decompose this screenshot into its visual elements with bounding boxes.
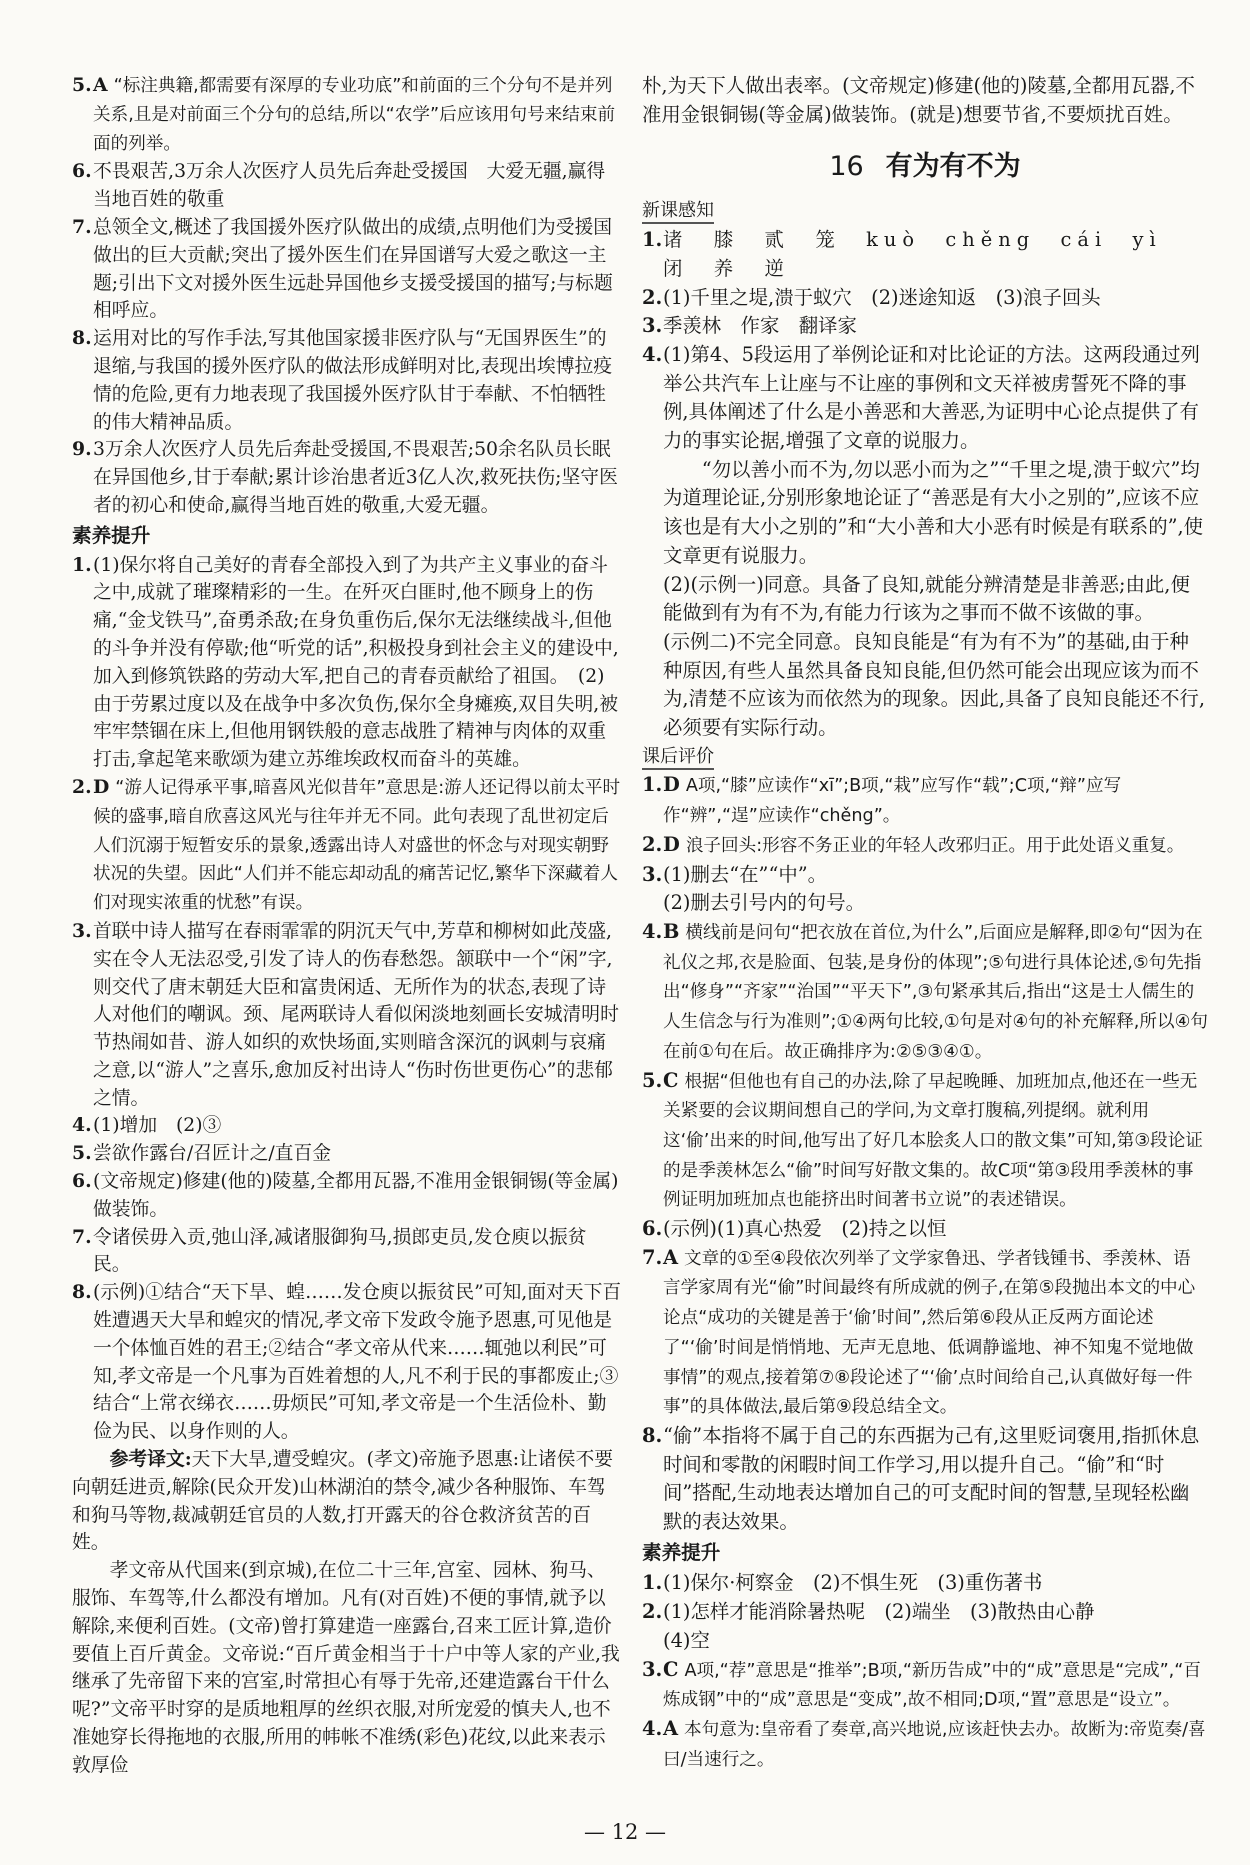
page-number: — 12 — bbox=[583, 1820, 667, 1844]
lesson-title bbox=[642, 147, 1208, 187]
translation-continuation: 朴,为天下人做出表率。(文帝规定)修建(他的)陵墓,全都用瓦器,不准用金银铜锡(等金属)做装饰。(就是)想要节省,不要烦扰百姓。 bbox=[642, 74, 1195, 126]
item-number: 3. bbox=[72, 919, 92, 942]
item-number: 6. bbox=[642, 1217, 663, 1241]
answer-item bbox=[72, 552, 622, 774]
explanation-text: “游人记得承平事,暗喜风光似昔年”意思是:游人还记得以前太平时候的盛事,暗自欣喜这风光与往年并无不同。此句表现了乱世初定后人们沉溺于短暂安乐的景象,透露出诗人对盛世的怀念与对现实朝野状况的失望。因此“人们并不能忘却动乱的痛苦记忆,繁华下深藏着人们对现实浓重的忧愁”有误。 bbox=[93, 777, 621, 914]
answer-item bbox=[642, 1244, 1208, 1422]
item-number: 2. bbox=[642, 285, 663, 309]
answer-list bbox=[642, 226, 1208, 456]
answer-text: 运用对比的写作手法,写其他国家援非医疗队与“无国界医生”的退缩,与我国的援外医疗队的做法形成鲜明对比,表现出埃博拉疫情的危险,更有力地表现了我国援外医疗队甘于奉献、不怕牺牲的伟大精神品质。 bbox=[93, 328, 613, 433]
answer-choice: D bbox=[93, 775, 110, 798]
item-number: 5. bbox=[72, 74, 92, 96]
answer-item bbox=[642, 831, 1208, 861]
item-number: 3. bbox=[642, 314, 663, 338]
lesson-name: 有为有不为 bbox=[885, 151, 1021, 183]
item-number: 4. bbox=[642, 919, 663, 943]
answer-text: (文帝规定)修建(他的)陵墓,全都用瓦器,不准用金银铜锡(等金属)做装饰。 bbox=[93, 1171, 619, 1220]
item-number: 7. bbox=[642, 1245, 663, 1269]
answer-item bbox=[642, 918, 1208, 1067]
section-heading-new: 新课感知 bbox=[642, 197, 1208, 226]
answer-choice: D bbox=[663, 832, 680, 856]
answer-item bbox=[642, 1627, 1208, 1656]
answer-text: 首联中诗人描写在春雨霏霏的阴沉天气中,芳草和柳树如此茂盛,实在令人无法忍受,引发了诗人的伤春愁怨。颔联中一个“闲”字,则交代了唐末朝廷大臣和富贵闲适、无所作为的状态,表现了诗人对他们的嘲讽。颈、尾两联诗人看似闲淡地刻画长安城清明时节热闹如昔、游人如织的欢快场面,实则暗含深沉的讽刺与哀痛之意,以“游人”之喜乐,愈加反衬出诗人“伤时伤世更伤心”的悲郁之情。 bbox=[93, 920, 619, 1109]
answer-paragraph: “勿以善小而不为,勿以恶小而为之”“千里之堤,溃于蚁穴”均为道理论证,分别形象地论证了“善恶是有大小之别的”,应该不应该也是有大小之别的”和“大小善和大小恶有时候是有联系的”,使文章更有说服力。 bbox=[663, 457, 1204, 567]
answer-choice: A bbox=[93, 74, 108, 96]
item-number: 6. bbox=[72, 1170, 92, 1193]
item-number: 5. bbox=[72, 1142, 92, 1165]
answer-item bbox=[642, 1656, 1208, 1715]
answer-text: (1)第4、5段运用了举例论证和对比论证的方法。这两段通过列举公共汽车上让座与不让座的事例和文天祥被虏誓死不降的事例,具体阐述了什么是小善恶和大善恶,为证明中心论点提供了有力的事实论据,增强了文章的说服力。 bbox=[663, 342, 1200, 453]
answer-item bbox=[72, 1168, 622, 1224]
answer-text: 3万余人次医疗人员先后奔赴受援国,不畏艰苦;50余名队员长眠在异国他乡,甘于奉献;累计诊治患者近3亿人次,救死扶伤;坚守医者的初心和使命,赢得当地百姓的敬重,大爱无疆。 bbox=[93, 439, 618, 516]
answer-item bbox=[642, 889, 1208, 918]
answer-choice: A bbox=[663, 1716, 679, 1740]
reference-text: 天下大旱,遭受蝗灾。(孝文)帝施予恩惠:让诸侯不要向朝廷进贡,解除(民众开发)山林湖泊的禁令,减少各种服饰、车驾和狗马等物,裁减朝廷官员的人数,打开露天的谷仓救济贫苦的百姓。 bbox=[72, 1449, 614, 1554]
item-number: 2. bbox=[642, 1600, 663, 1624]
answer-text: (1)增加 (2)③ bbox=[93, 1115, 222, 1137]
answer-item bbox=[72, 325, 622, 436]
right-column bbox=[642, 72, 1208, 1774]
item-number: 7. bbox=[72, 1225, 92, 1248]
section-heading-quality: 素养提升 bbox=[642, 1540, 721, 1564]
answer-list bbox=[72, 552, 622, 1447]
answer-list bbox=[72, 72, 622, 520]
answer-item bbox=[642, 284, 1208, 313]
item-number: 6. bbox=[72, 160, 92, 183]
answer-text: (示例)①结合“天下旱、蝗……发仓庾以振贫民”可知,面对天下百姓遭遇天大旱和蝗灾的情况,孝文帝下发政令施予恩惠,可见他是一个体恤百姓的君王;②结合“孝文帝从代来……辄弛以利民”可知,孝文帝是一个凡事为百姓着想的人,凡不利于民的事都废止;③结合“上常衣绨衣……毋烦民”可知,孝文帝是一个生活俭朴、勤俭为民、以身作则的人。 bbox=[93, 1282, 622, 1443]
answer-item bbox=[642, 1215, 1208, 1244]
item-number: 3. bbox=[642, 862, 663, 886]
explanation-text: “标注典籍,都需要有深厚的专业功底”和前面的三个分句不是并列关系,且是对前面三个分句的总结,所以“农学”后应该用句号来结束前面的列举。 bbox=[93, 76, 616, 154]
item-number: 4. bbox=[642, 342, 663, 366]
answer-text: 总领全文,概述了我国援外医疗队做出的成绩,点明他们为受援国做出的巨大贡献;突出了援外医生们在异国谱写大爱之歌这一主题;引出下文对援外医生远赴异国他乡支援受援国的描写;与标题相呼应。 bbox=[93, 216, 613, 322]
answer-text: (1)怎样才能消除暑热呢 (2)端坐 (3)散热由心静 bbox=[663, 1600, 1095, 1624]
answer-item bbox=[72, 214, 622, 325]
answer-item bbox=[72, 774, 622, 918]
explanation-text: 浪子回头:形容不务正业的年轻人改邪归正。用于此处语义重复。 bbox=[685, 835, 1185, 856]
answer-item bbox=[642, 312, 1208, 341]
item-number: 4. bbox=[72, 1114, 92, 1137]
answer-item bbox=[72, 72, 622, 158]
item-number: 1. bbox=[642, 1571, 663, 1595]
answer-item bbox=[72, 1224, 622, 1280]
answer-text: 不畏艰苦,3万余人次医疗人员先后奔赴受援国 大爱无疆,赢得当地百姓的敬重 bbox=[93, 161, 606, 211]
answer-text: 尝欲作露台/召匠计之/直百金 bbox=[93, 1143, 332, 1165]
answer-text: (2)删去引号内的句号。 bbox=[663, 891, 865, 915]
answer-item bbox=[642, 1067, 1208, 1216]
answer-choice: A bbox=[663, 1245, 679, 1269]
item-number: 3. bbox=[642, 1657, 663, 1681]
answer-item bbox=[642, 1569, 1208, 1598]
answer-item bbox=[72, 918, 622, 1113]
explanation-text: A项,“膝”应读作“xī”;B项,“栽”应写作“载”;C项,“辩”应写作“辨”,“逞”应读作“chěng”。 bbox=[663, 776, 1122, 827]
answer-item bbox=[72, 158, 622, 214]
answer-text: (1)删去“在”“中”。 bbox=[663, 862, 828, 886]
item-number: 8. bbox=[72, 1281, 92, 1304]
answer-text: 令诸侯毋入贡,弛山泽,减诸服御狗马,损郎吏员,发仓庾以振贫民。 bbox=[93, 1226, 587, 1276]
answer-item bbox=[642, 1715, 1208, 1774]
answer-item bbox=[642, 226, 1208, 283]
answer-text: 季羡林 作家 翻译家 bbox=[663, 314, 857, 338]
answer-item bbox=[72, 436, 622, 519]
section-heading-quality: 素养提升 bbox=[72, 523, 151, 547]
answer-item bbox=[642, 771, 1208, 830]
answer-item bbox=[642, 341, 1208, 456]
answer-item bbox=[72, 1279, 622, 1446]
explanation-text: 文章的①至④段依次列举了文学家鲁迅、学者钱锺书、季羡林、语言学家周有光“偷”时间最终有所成就的例子,在第⑤段抛出本文的中心论点“成功的关键是善于‘偷’时间”,然后第⑥段从正反两方面论述了“‘偷’时间是悄悄地、无声无息地、低调静谧地、神不知鬼不觉地做事情”的观点,接着第⑦⑧段论述了“‘偷’点时间给自己,认真做好每一件事”的具体做法,最后第⑨段总结全文。 bbox=[663, 1248, 1196, 1418]
item-number: 2. bbox=[642, 832, 663, 856]
reference-translation bbox=[72, 1446, 622, 1557]
answer-text: “偷”本指将不属于自己的东西据为己有,这里贬词褒用,指抓休息时间和零散的闲暇时间工作学习,用以提升自己。“偷”和“时间”搭配,生动地表达增加自己的可支配时间的智慧,呈现轻松幽默的表达效果。 bbox=[663, 1423, 1200, 1534]
explanation-text: 横线前是问句“把衣放在首位,为什么”,后面应是解释,即②句“因为在礼仪之邦,衣是脸面、包装,是身份的体现”;⑤句进行具体论述,⑤句先指出“修身”“齐家”“治国”“平天下”,③句紧承其后,指出“这是士人儒生的人生信念与行为准则”;①④两句比较,①句是对④句的补充解释,所以④句在前①句在后。故正确排序为:②⑤③④①。 bbox=[663, 922, 1208, 1062]
item-number: 1. bbox=[72, 553, 92, 576]
item-number: 5. bbox=[642, 1068, 663, 1092]
item-number: 1. bbox=[642, 228, 663, 252]
section-heading-review: 课后评价 bbox=[642, 743, 1208, 772]
item-number: 2. bbox=[72, 775, 92, 798]
reference-label: 参考译文: bbox=[109, 1448, 192, 1471]
item-number: 9. bbox=[72, 438, 92, 461]
answer-item bbox=[642, 1598, 1208, 1627]
item-number: 1. bbox=[642, 773, 663, 797]
answer-text: (1)保尔·柯察金 (2)不惧生死 (3)重伤著书 bbox=[663, 1571, 1043, 1595]
answer-item bbox=[642, 861, 1208, 890]
answer-text: (4)空 bbox=[663, 1628, 710, 1652]
answer-text: (示例)(1)真心热爱 (2)持之以恒 bbox=[663, 1217, 947, 1241]
answer-list bbox=[642, 771, 1208, 1536]
answer-paragraph: (2)(示例一)同意。具备了良知,就能分辨清楚是非善恶;由此,便能做到有为有不为,有能力行该为之事而不做不该做的事。 bbox=[663, 572, 1190, 625]
answer-item bbox=[72, 1140, 622, 1168]
explanation-text: 本句意为:皇帝看了奏章,高兴地说,应该赶快去办。故断为:帝览奏/喜曰/当速行之。 bbox=[663, 1719, 1206, 1770]
answer-paragraph: (示例二)不完全同意。良知良能是“有为有不为”的基础,由于种种原因,有些人虽然具备良知良能,但仍然可能会出现应该为而不为,清楚不应该为而依然为的现象。因此,具备了良知良能还不行,必须要有实际行动。 bbox=[663, 629, 1206, 740]
left-column bbox=[72, 72, 622, 1780]
reference-translation-p2: 孝文帝从代国来(到京城),在位二十三年,宫室、园林、狗马、服饰、车驾等,什么都没有增加。凡有(对百姓)不便的事情,就予以解除,来便利百姓。(文帝)曾打算建造一座露台,召来工匠计算,造价要值上百斤黄金。文帝说:“百斤黄金相当于十户中等人家的产业,我继承了先帝留下来的宫室,时常担心有辱于先帝,还建造露台干什么呢?”文帝平时穿的是质地粗厚的丝织衣服,对所宠爱的慎夫人,也不准她穿长得拖地的衣服,所用的帏帐不准绣(彩色)花纹,以此来表示敦厚俭 bbox=[72, 1560, 620, 1776]
answer-item bbox=[72, 1112, 622, 1140]
answer-list bbox=[642, 1569, 1208, 1774]
answer-choice: C bbox=[663, 1068, 679, 1092]
item-number: 8. bbox=[642, 1423, 663, 1447]
answer-text: (1)保尔将自己美好的青春全部投入到了为共产主义事业的奋斗之中,成就了璀璨精彩的一生。在歼灭白匪时,他不顾身上的伤痛,“金戈铁马”,奋勇杀敌;在身负重伤后,保尔无法继续战斗,但他的斗争并没有停歇;他“听党的话”,积极投身到社会主义的建设中,加入到修筑铁路的劳动大军,把自己的青春贡献给了祖国。 (2)由于劳累过度以及在战争中多次负伤,保尔全身瘫痪,双目失明,被牢牢禁锢在床上,但他用钢铁般的意志战胜了精神与肉体的双重打击,拿起笔来歌颂为建立苏维埃政权而奋斗的英雄。 bbox=[93, 554, 619, 771]
answer-text: (1)千里之堤,溃于蚁穴 (2)迷途知返 (3)浪子回头 bbox=[663, 285, 1101, 309]
explanation-text: A项,“荐”意思是“推举”;B项,“新历告成”中的“成”意思是“完成”,“百炼成钢”中的“成”意思是“变成”,故不相同;D项,“置”意思是“设立”。 bbox=[663, 1660, 1201, 1711]
lesson-number: 16 bbox=[829, 151, 864, 183]
answer-choice: C bbox=[663, 1657, 679, 1681]
answer-item bbox=[642, 1422, 1208, 1537]
item-number: 8. bbox=[72, 327, 92, 350]
item-number: 7. bbox=[72, 215, 92, 238]
explanation-text: 根据“但他也有自己的办法,除了早起晚睡、加班加点,他还在一些无关紧要的会议期间想自己的学问,为文章打腹稿,列提纲。就利用这‘偷’出来的时间,他写出了好几本脍炙人口的散文集”可知,第③段论证的是季羡林怎么“偷”时间写好散文集的。故C项“第③段用季羡林的事例证明加班加点也能挤出时间著书立说”的表述错误。 bbox=[663, 1071, 1203, 1211]
answer-text: 诸 膝 贰 笼 kuò chěng cái yì 闭 养 逆 bbox=[663, 228, 1188, 280]
answer-choice: B bbox=[663, 919, 680, 943]
answer-choice: D bbox=[663, 773, 680, 797]
item-number: 4. bbox=[642, 1716, 663, 1740]
